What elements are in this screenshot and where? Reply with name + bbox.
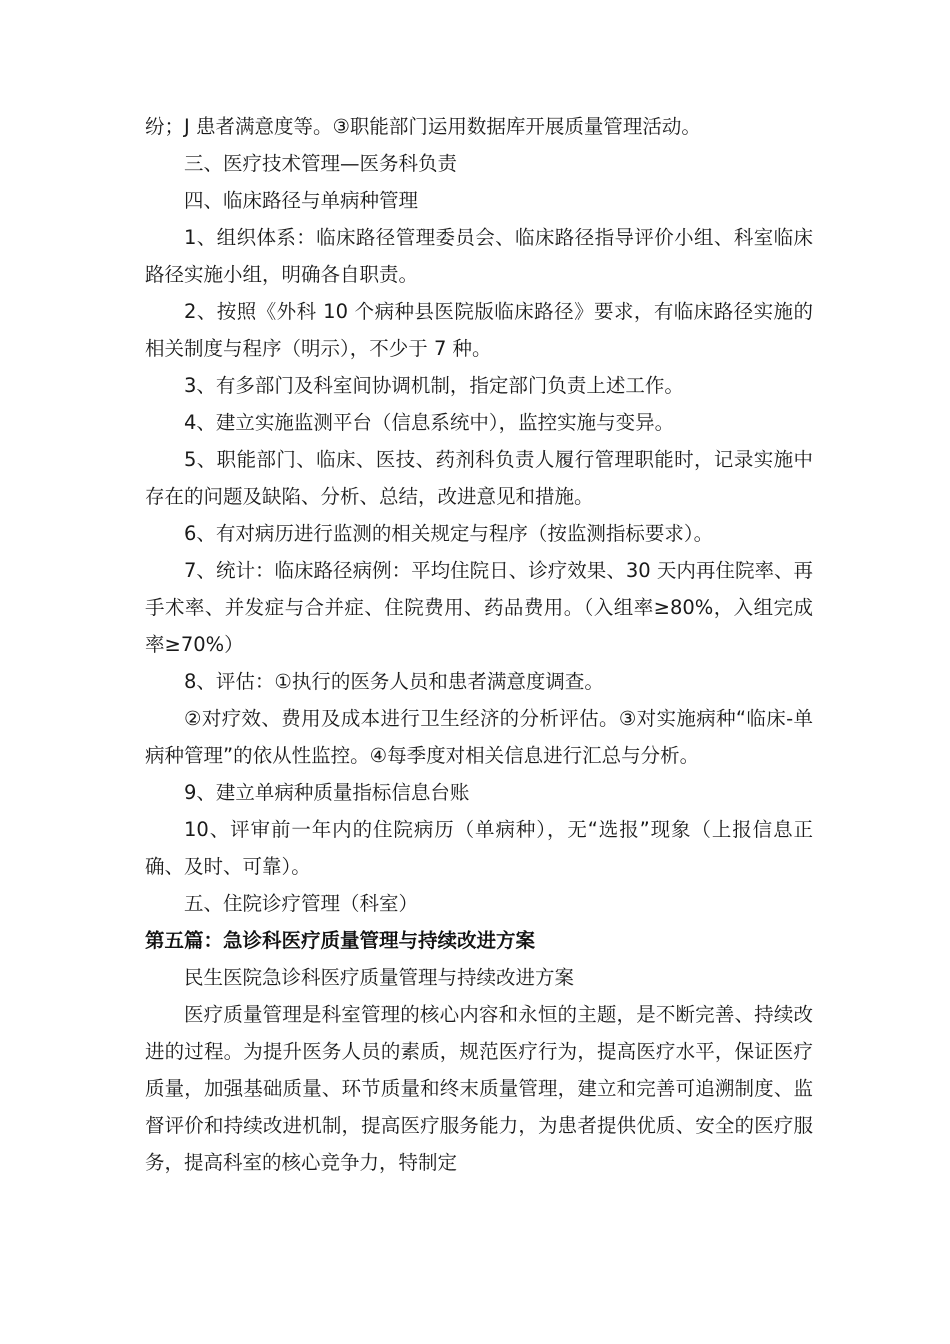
list-item-6: 6、有对病历进行监测的相关规定与程序（按监测指标要求）。 [184, 522, 714, 545]
document-body [145, 108, 813, 1181]
section-heading-clinical-pathway: 四、临床路径与单病种管理 [184, 189, 419, 212]
list-item-3: 3、有多部门及科室间协调机制，指定部门负责上述工作。 [184, 374, 684, 397]
list-item-5: 5、职能部门、临床、医技、药剂科负责人履行管理职能时，记录实施中存在的问题及缺陷、分析、总结，改进意见和措施。 [145, 448, 813, 508]
list-item-8: 8、评估：①执行的医务人员和患者满意度调查。 [184, 670, 604, 693]
chapter-title: 第五篇：急诊科医疗质量管理与持续改进方案 [145, 929, 536, 952]
list-item-1: 1、组织体系：临床路径管理委员会、临床路径指导评价小组、科室临床路径实施小组，明确各自职责。 [145, 226, 813, 286]
body-paragraph: 医疗质量管理是科室管理的核心内容和永恒的主题，是不断完善、持续改进的过程。为提升医务人员的素质，规范医疗行为，提高医疗水平，保证医疗质量，加强基础质量、环节质量和终末质量管理，建立和完善可追溯制度、监督评价和持续改进机制，提高医疗服务能力，为患者提供优质、安全的医疗服务，提高科室的核心竞争力，特制定 [145, 1003, 813, 1174]
list-item-2: 2、按照《外科 10 个病种县医院版临床路径》要求，有临床路径实施的相关制度与程序（明示），不少于 7 种。 [145, 300, 813, 360]
section-heading-medical-technology: 三、医疗技术管理—医务科负责 [184, 152, 458, 175]
list-item-4: 4、建立实施监测平台（信息系统中），监控实施与变异。 [184, 411, 675, 434]
section-heading-inpatient: 五、住院诊疗管理（科室） [184, 892, 419, 915]
list-item-9: 9、建立单病种质量指标信息台账 [184, 781, 470, 804]
list-item-10: 10、评审前一年内的住院病历（单病种），无“选报”现象（上报信息正确、及时、可靠）。 [145, 818, 813, 878]
document-subtitle: 民生医院急诊科医疗质量管理与持续改进方案 [184, 966, 575, 989]
paragraph-continuation: 纷；J 患者满意度等。③职能部门运用数据库开展质量管理活动。 [145, 115, 701, 138]
list-item-7: 7、统计：临床路径病例：平均住院日、诊疗效果、30 天内再住院率、再手术率、并发症与合并症、住院费用、药品费用。（入组率≥80%，入组完成率≥70%） [145, 559, 813, 656]
list-item-8-continued: ②对疗效、费用及成本进行卫生经济的分析评估。③对实施病种“临床-单病种管理”的依从性监控。④每季度对相关信息进行汇总与分析。 [145, 707, 813, 767]
